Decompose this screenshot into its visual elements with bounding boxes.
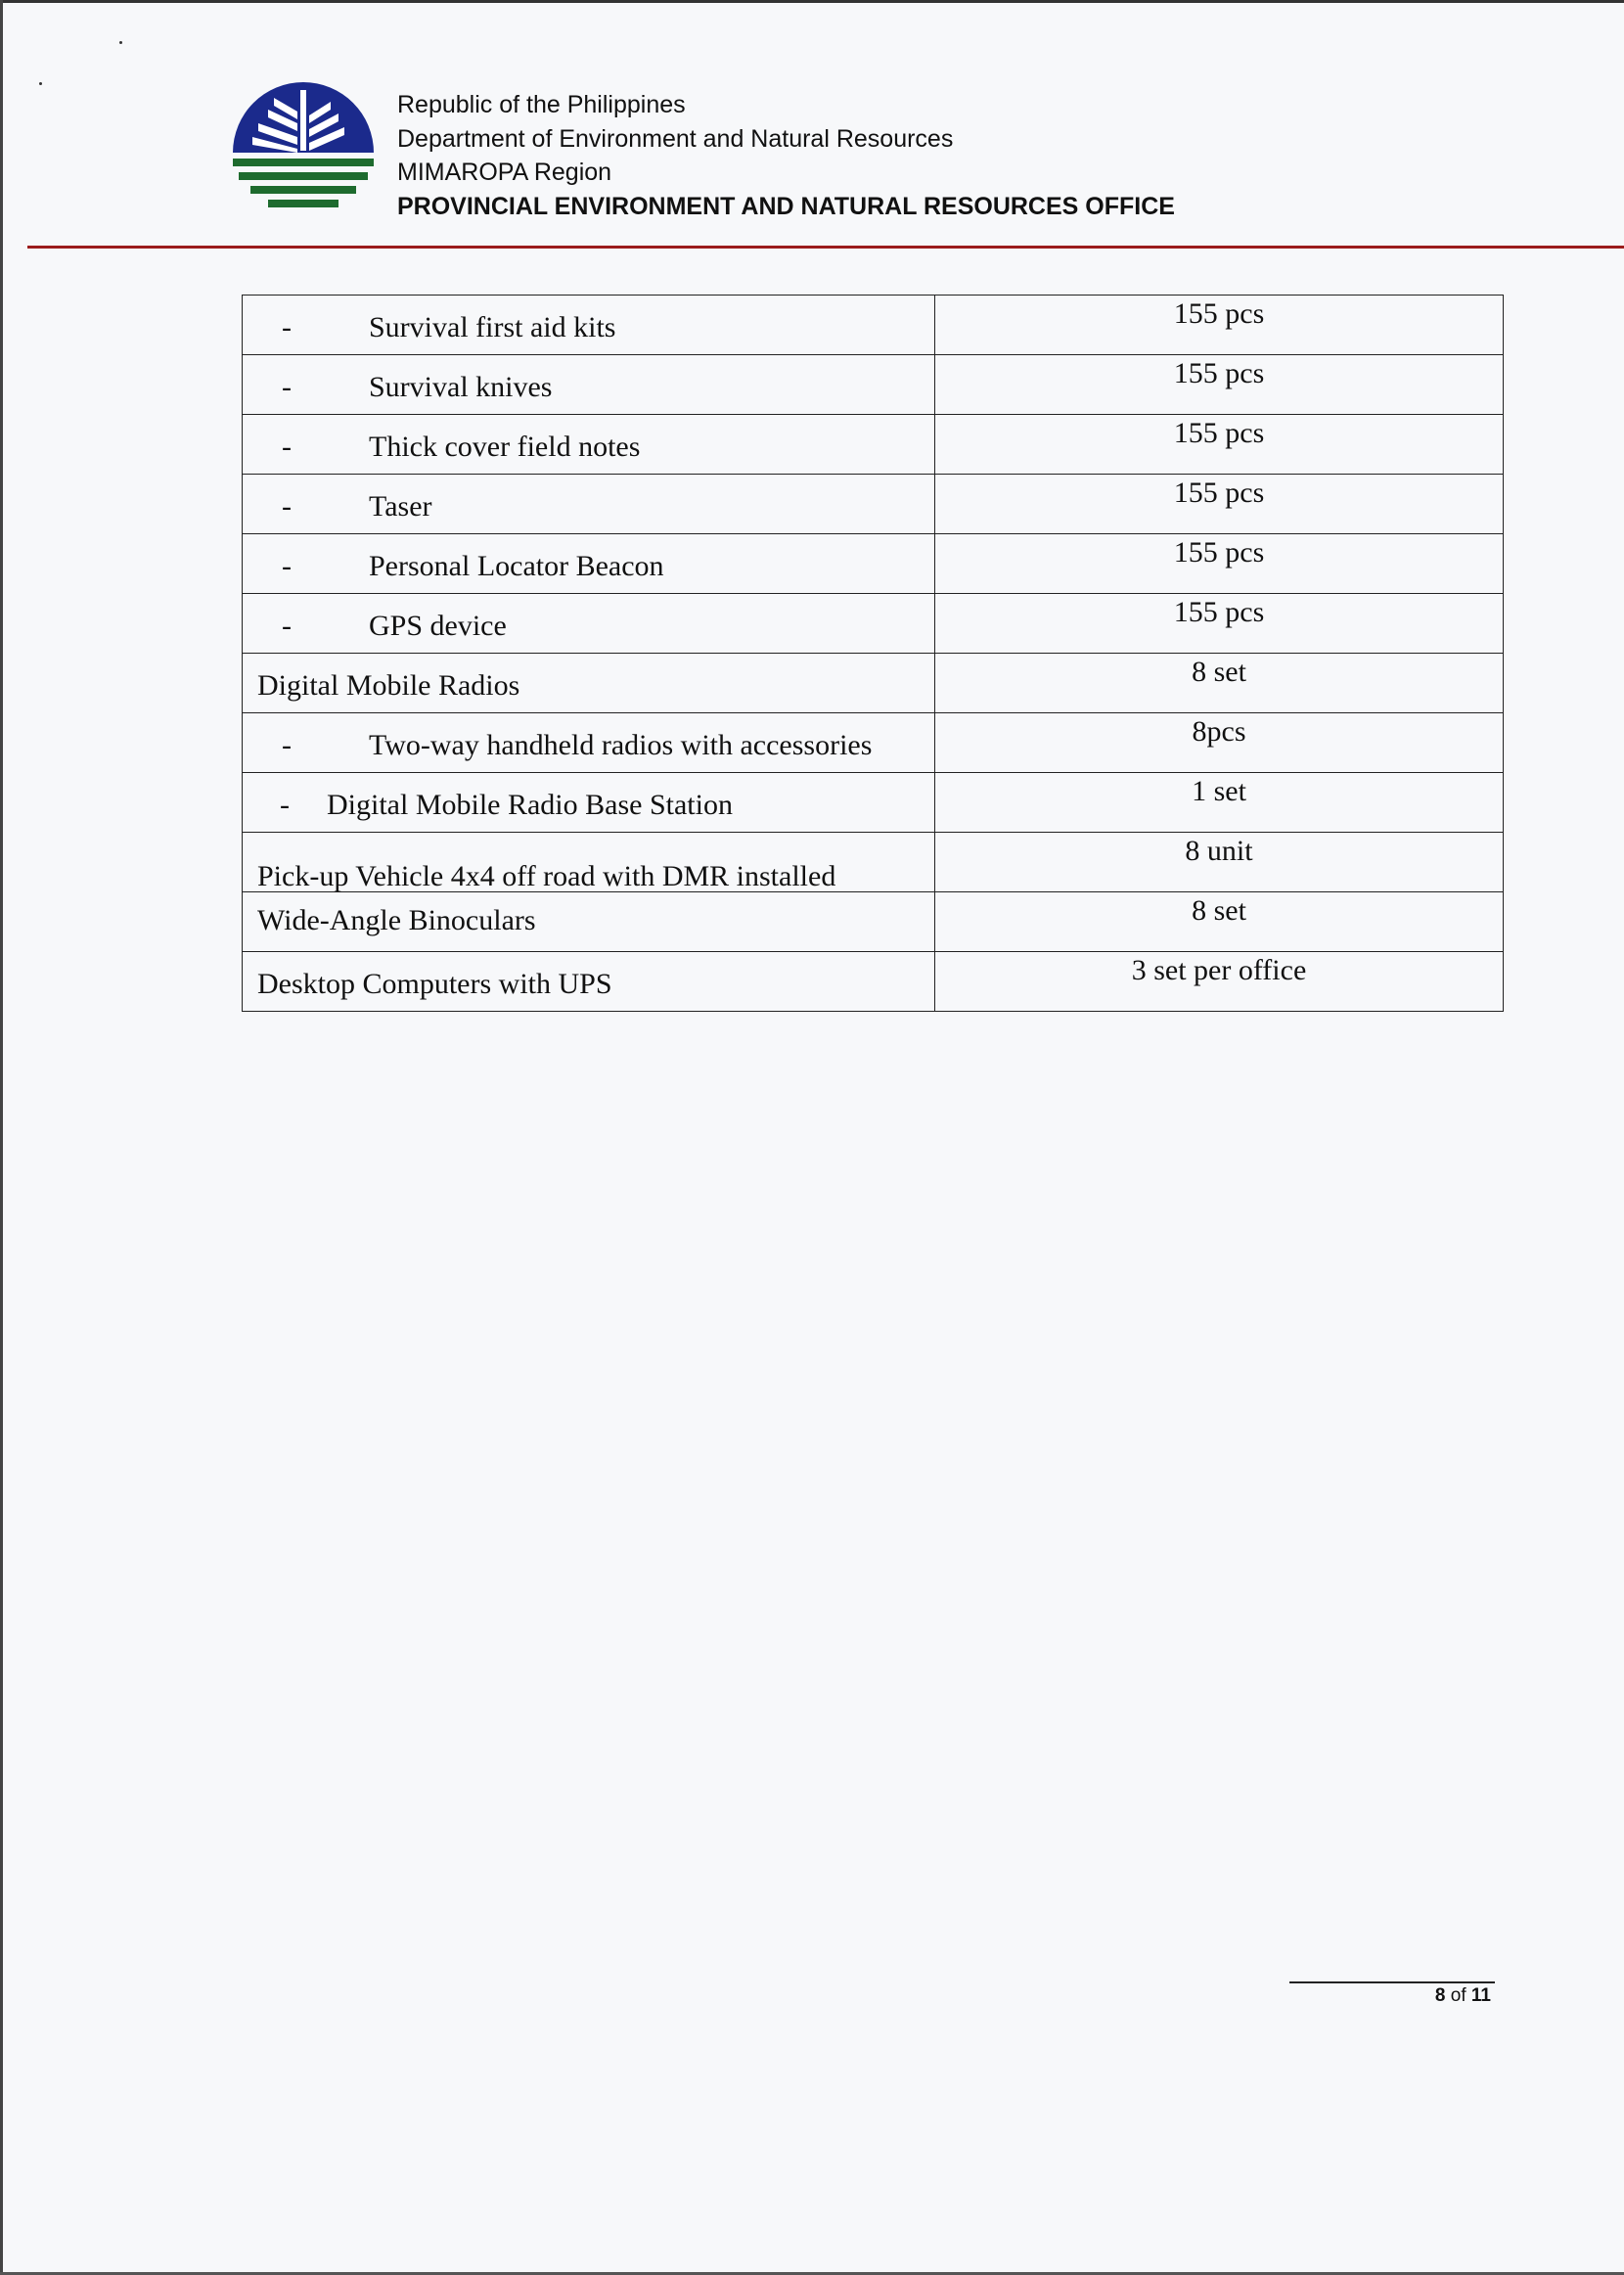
item-quantity: 1 set — [1192, 775, 1246, 807]
page-number — [1409, 1985, 1491, 2007]
row-bullet: - — [282, 610, 292, 642]
table-row — [243, 773, 1504, 833]
item-quantity: 8 unit — [1185, 835, 1253, 867]
page-edge-left — [0, 0, 3, 2275]
item-name: Desktop Computers with UPS — [257, 968, 612, 1000]
row-bullet: - — [282, 371, 292, 403]
row-bullet: - — [282, 550, 292, 582]
item-name: Thick cover field notes — [369, 431, 641, 463]
table-row — [243, 713, 1504, 773]
denr-seal-icon — [229, 76, 378, 225]
item-name: Digital Mobile Radios — [257, 669, 520, 702]
item-quantity: 3 set per office — [1131, 954, 1307, 986]
page-current: 8 — [1434, 1985, 1446, 2006]
row-bullet: - — [282, 729, 292, 761]
item-quantity: 155 pcs — [1173, 297, 1265, 330]
table-row — [243, 475, 1504, 534]
item-quantity: 155 pcs — [1173, 357, 1265, 389]
table-row — [243, 654, 1504, 713]
table-row — [243, 892, 1504, 952]
row-bullet: - — [282, 431, 292, 463]
item-name: Taser — [369, 490, 432, 523]
equipment-table — [242, 295, 1504, 1012]
item-name: Digital Mobile Radio Base Station — [327, 789, 733, 821]
page-of: of — [1450, 1985, 1466, 2006]
table-row — [243, 534, 1504, 594]
letterhead-office: PROVINCIAL ENVIRONMENT AND NATURAL RESOURCES OFFICE — [397, 192, 1175, 220]
item-name: Survival first aid kits — [369, 311, 616, 343]
item-name: Survival knives — [369, 371, 553, 403]
item-quantity: 155 pcs — [1173, 477, 1265, 509]
item-name: Wide-Angle Binoculars — [257, 904, 536, 936]
header-rule — [27, 246, 1624, 249]
row-bullet: - — [282, 490, 292, 523]
row-bullet: - — [280, 789, 290, 821]
row-bullet: - — [282, 311, 292, 343]
table-row — [243, 833, 1504, 892]
item-name: GPS device — [369, 610, 507, 642]
footer-rule — [1289, 1981, 1495, 1983]
item-quantity: 155 pcs — [1173, 417, 1265, 449]
item-name: Two-way handheld radios with accessories — [369, 729, 873, 761]
letterhead-region: MIMAROPA Region — [397, 159, 612, 186]
table-row — [243, 296, 1504, 355]
scan-speck — [119, 41, 122, 44]
page-edge-top — [0, 0, 1624, 3]
item-quantity: 8 set — [1192, 656, 1246, 688]
letterhead-republic: Republic of the Philippines — [397, 91, 686, 118]
scan-speck — [39, 82, 42, 85]
table-row — [243, 415, 1504, 475]
table-row — [243, 594, 1504, 654]
item-quantity: 155 pcs — [1173, 596, 1265, 628]
letterhead — [397, 88, 1175, 223]
item-quantity: 155 pcs — [1173, 536, 1265, 569]
letterhead-department: Department of Environment and Natural Resources — [397, 124, 954, 153]
item-name: Personal Locator Beacon — [369, 550, 664, 582]
item-name: Pick-up Vehicle 4x4 off road with DMR installed — [257, 860, 836, 892]
item-quantity: 8 set — [1192, 894, 1246, 927]
table-row — [243, 355, 1504, 415]
item-quantity: 8pcs — [1192, 715, 1246, 748]
table-row — [243, 952, 1504, 1012]
page-total: 11 — [1470, 1985, 1491, 2006]
